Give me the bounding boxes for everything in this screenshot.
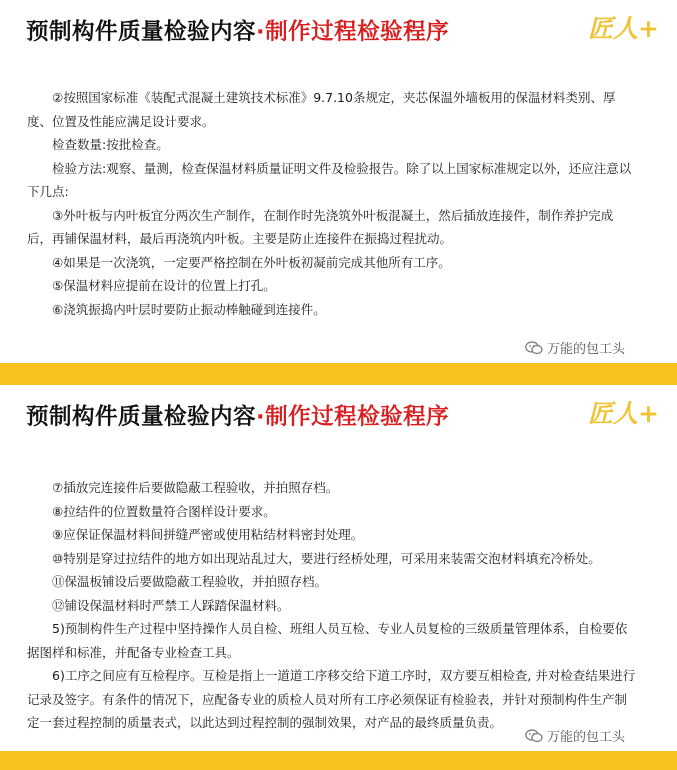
bottom-bar — [0, 363, 677, 385]
paragraph: ⑤保温材料应提前在设计的位置上打孔。 — [52, 278, 276, 293]
paragraph: ⑧拉结件的位置数量符合图样设计要求。 — [52, 503, 276, 519]
paragraph: ⑥浇筑振捣内叶层时要防止振动棒触碰到连接件。 — [52, 301, 326, 317]
slide-title — [26, 14, 449, 46]
watermark-text: 万能的包工头 — [547, 342, 626, 357]
paragraph: ⑨应保证保温材料间拼缝严密或使用粘结材料密封处理。 — [52, 527, 364, 542]
paragraph: ⑦插放完连接件后要做隐蔽工程验收，并拍照存档。 — [52, 480, 339, 495]
paragraph: ④如果是一次浇筑，一定要严格控制在外叶板初凝前完成其他所有工序。 — [52, 254, 451, 270]
brand-logo: 匠人+ — [588, 399, 659, 428]
paragraph: ②按照国家标准《装配式混凝土建筑技术标准》9.7.10条规定，夹芯保温外墙板用的保温材料类别、厚度、位置及性能应满足设计要求。 — [27, 90, 616, 129]
wechat-icon — [525, 729, 543, 743]
paragraph: ⑫铺设保温材料时严禁工人踩踏保温材料。 — [52, 597, 290, 613]
paragraph: 5)预制构件生产过程中坚持操作人员自检、班组人员互检、专业人员复检的三级质量管理体系，自检要依据图样和标准，并配备专业检查工具。 — [27, 621, 628, 660]
title-sub: ·制作过程检验程序 — [256, 404, 450, 430]
bottom-bar — [0, 751, 677, 770]
watermark — [525, 340, 665, 360]
wechat-icon — [525, 341, 543, 355]
title-main: 预制构件质量检验内容 — [26, 19, 257, 45]
paragraph: 6)工序之间应有互检程序。互检是指上一道道工序移交给下道工序时，双方要互相检查, 并对检查结果进行记录及签字。有条件的情况下，应配备专业的质检人员对所有工序必须保证有检验表，并针对预制构件生产制定一套过程控制的质量表式，以此达到过程控制的强制效果，对产品的最终质量负责。 — [27, 668, 636, 730]
paragraph: ⑪保温板铺设后要做隐蔽工程验收，并拍照存档。 — [52, 574, 328, 589]
paragraph: 检验方法:观察、量测，检查保温材料质量证明文件及检验报告。除了以上国家标准规定以外，还应注意以下几点: — [27, 160, 632, 199]
title-sub: ·制作过程检验程序 — [256, 19, 450, 45]
watermark-text: 万能的包工头 — [547, 730, 626, 745]
watermark — [525, 728, 665, 748]
slide-title — [26, 399, 449, 431]
brand-logo: 匠人+ — [588, 14, 659, 43]
paragraph: 检查数量:按批检查。 — [52, 137, 169, 152]
title-main: 预制构件质量检验内容 — [26, 404, 257, 430]
paragraph: ⑩特别是穿过拉结件的地方如出现站乱过大，要进行经桥处理，可采用来装需交泡材料填充冷桥处。 — [52, 550, 601, 566]
slide-content — [27, 476, 637, 735]
slide-content — [27, 86, 637, 321]
slide-header — [0, 0, 677, 60]
slide-2 — [0, 385, 677, 770]
paragraph: ③外叶板与内叶板宜分两次生产制作，在制作时先浇筑外叶板混凝土，然后插放连接件，制作养护完成后，再铺保温材料，最后再浇筑内叶板。主要是防止连接件在振捣过程扰动。 — [27, 207, 614, 246]
slide-header — [0, 385, 677, 445]
